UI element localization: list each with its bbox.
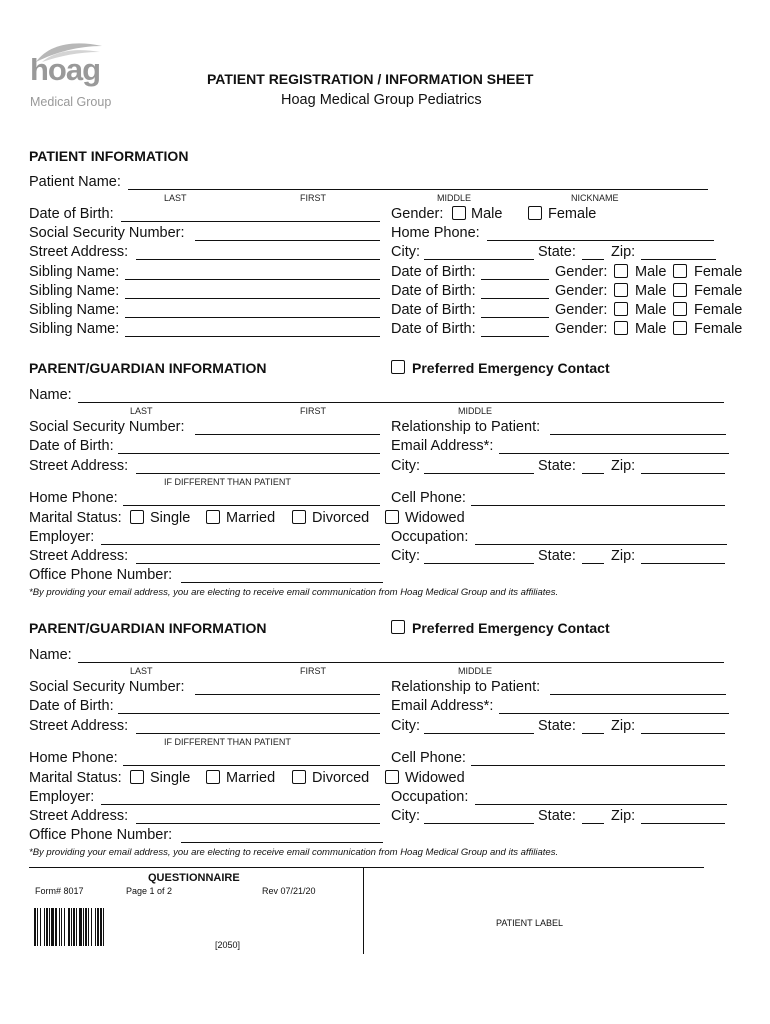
emergency-contact-label: Preferred Emergency Contact	[412, 360, 610, 376]
guardian-heading: PARENT/GUARDIAN INFORMATION	[29, 620, 267, 636]
sibling-dob-label: Date of Birth:	[391, 283, 476, 299]
guardian-street-label: Street Address:	[29, 458, 129, 474]
questionnaire-label: QUESTIONNAIRE	[148, 872, 240, 884]
emergency-contact-label: Preferred Emergency Contact	[412, 620, 610, 636]
employer-label: Employer:	[29, 529, 95, 545]
guardian-name-label: Name:	[29, 647, 72, 663]
gender-female-label: Female	[548, 206, 597, 222]
guardian-zip-field[interactable]	[641, 473, 725, 474]
office-phone-label: Office Phone Number:	[29, 827, 173, 843]
footer-divider	[29, 867, 704, 868]
if-different-note: IF DIFFERENT THAN PATIENT	[164, 477, 291, 487]
gender-male-label: Male	[471, 206, 503, 222]
sibling-gender-label: Gender:	[555, 264, 608, 280]
work-zip-field[interactable]	[641, 823, 725, 824]
marital-single-label: Single	[150, 510, 191, 526]
cell-phone-label: Cell Phone:	[391, 490, 466, 506]
page-subtitle: Hoag Medical Group Pediatrics	[281, 92, 482, 108]
marital-single-label: Single	[150, 770, 191, 786]
emergency-contact-checkbox[interactable]	[391, 360, 405, 374]
street-address-label: Street Address:	[29, 244, 129, 260]
marital-married-label: Married	[226, 770, 276, 786]
ssn-label: Social Security Number:	[29, 225, 185, 241]
work-city-field[interactable]	[424, 823, 534, 824]
home-phone-field[interactable]	[487, 240, 714, 241]
page-number: Page 1 of 2	[126, 886, 173, 896]
state-field[interactable]	[582, 259, 604, 260]
guardian-ssn-field[interactable]	[195, 694, 380, 695]
relationship-field[interactable]	[550, 434, 726, 435]
sibling-female-checkbox[interactable]	[673, 321, 687, 335]
sibling-gender-label: Gender:	[555, 302, 608, 318]
occupation-field[interactable]	[475, 544, 727, 545]
sibling-gender-label: Gender:	[555, 283, 608, 299]
ssn-field[interactable]	[195, 240, 380, 241]
guardian-home-phone-label: Home Phone:	[29, 490, 118, 506]
employer-field[interactable]	[101, 804, 380, 805]
sibling-male-checkbox[interactable]	[614, 264, 628, 278]
dob-field[interactable]	[121, 221, 380, 222]
work-city-field[interactable]	[424, 563, 534, 564]
home-phone-label: Home Phone:	[391, 225, 480, 241]
guardian-dob-label: Date of Birth:	[29, 438, 114, 454]
sibling-dob-field[interactable]	[481, 298, 549, 299]
guardian-city-field[interactable]	[424, 473, 534, 474]
work-state-field[interactable]	[582, 823, 604, 824]
relationship-label: Relationship to Patient:	[391, 419, 541, 435]
emergency-contact-checkbox[interactable]	[391, 620, 405, 634]
guardian-heading: PARENT/GUARDIAN INFORMATION	[29, 360, 267, 376]
employer-field[interactable]	[101, 544, 380, 545]
state-label: State:	[538, 244, 576, 260]
work-street-label: Street Address:	[29, 548, 129, 564]
guardian-home-phone-field[interactable]	[123, 505, 380, 506]
cell-phone-field[interactable]	[471, 505, 725, 506]
email-label: Email Address*:	[391, 698, 494, 714]
marital-divorced-label: Divorced	[312, 510, 370, 526]
sibling-male-label: Male	[635, 321, 667, 337]
form-number: Form# 8017	[35, 886, 84, 896]
sibling-male-checkbox[interactable]	[614, 302, 628, 316]
sibling-female-label: Female	[694, 283, 743, 299]
cell-phone-field[interactable]	[471, 765, 725, 766]
marital-divorced-label: Divorced	[312, 770, 370, 786]
patient-name-label: Patient Name:	[29, 174, 121, 190]
guardian-state-label: State:	[538, 718, 576, 734]
gender-male-checkbox[interactable]	[452, 206, 466, 220]
sub-label-last: LAST	[130, 406, 153, 416]
work-street-field[interactable]	[136, 823, 380, 824]
sub-label-first: FIRST	[300, 666, 326, 676]
sibling-dob-label: Date of Birth:	[391, 264, 476, 280]
sibling-male-checkbox[interactable]	[614, 283, 628, 297]
sibling-female-checkbox[interactable]	[673, 264, 687, 278]
revision-date: Rev 07/21/20	[262, 886, 316, 896]
marital-single-checkbox[interactable]	[130, 510, 144, 524]
sibling-female-checkbox[interactable]	[673, 283, 687, 297]
occupation-label: Occupation:	[391, 789, 469, 805]
sibling-dob-label: Date of Birth:	[391, 302, 476, 318]
sibling-dob-label: Date of Birth:	[391, 321, 476, 337]
guardian-home-phone-label: Home Phone:	[29, 750, 118, 766]
guardian-zip-field[interactable]	[641, 733, 725, 734]
office-phone-label: Office Phone Number:	[29, 567, 173, 583]
sibling-male-label: Male	[635, 302, 667, 318]
sibling-name-label: Sibling Name:	[29, 264, 120, 280]
marital-status-label: Marital Status:	[29, 510, 122, 526]
email-label: Email Address*:	[391, 438, 494, 454]
work-street-label: Street Address:	[29, 808, 129, 824]
sub-label-middle: MIDDLE	[458, 406, 493, 416]
sub-label-first: FIRST	[300, 193, 326, 203]
patient-name-field[interactable]	[128, 189, 708, 190]
sub-label-nickname: NICKNAME	[571, 193, 619, 203]
guardian-state-label: State:	[538, 458, 576, 474]
email-field[interactable]	[499, 713, 729, 714]
sibling-male-label: Male	[635, 283, 667, 299]
patient-label-area: PATIENT LABEL	[496, 918, 564, 928]
marital-widowed-label: Widowed	[405, 770, 465, 786]
sibling-male-checkbox[interactable]	[614, 321, 628, 335]
relationship-field[interactable]	[550, 694, 726, 695]
guardian-street-field[interactable]	[136, 733, 380, 734]
work-city-label: City:	[391, 808, 420, 824]
sibling-female-checkbox[interactable]	[673, 302, 687, 316]
sub-label-middle: MIDDLE	[458, 666, 493, 676]
guardian-name-label: Name:	[29, 387, 72, 403]
sibling-dob-field[interactable]	[481, 279, 549, 280]
dob-label: Date of Birth:	[29, 206, 114, 222]
guardian-city-label: City:	[391, 718, 420, 734]
marital-widowed-label: Widowed	[405, 510, 465, 526]
sibling-name-field[interactable]	[125, 298, 380, 299]
guardian-ssn-label: Social Security Number:	[29, 419, 185, 435]
guardian-home-phone-field[interactable]	[123, 765, 380, 766]
work-state-label: State:	[538, 548, 576, 564]
work-zip-label: Zip:	[611, 808, 636, 824]
office-phone-field[interactable]	[181, 582, 383, 583]
guardian-city-field[interactable]	[424, 733, 534, 734]
marital-single-checkbox[interactable]	[130, 770, 144, 784]
sibling-name-label: Sibling Name:	[29, 321, 120, 337]
work-state-field[interactable]	[582, 563, 604, 564]
marital-married-label: Married	[226, 510, 276, 526]
guardian-street-label: Street Address:	[29, 718, 129, 734]
relationship-label: Relationship to Patient:	[391, 679, 541, 695]
sibling-male-label: Male	[635, 264, 667, 280]
email-disclaimer: *By providing your email address, you are electing to receive email communication from Hoag Medical Group and its affiliates.	[29, 847, 559, 858]
sub-label-last: LAST	[164, 193, 187, 203]
patient-section-heading: PATIENT INFORMATION	[29, 148, 189, 164]
marital-divorced-checkbox[interactable]	[292, 510, 306, 524]
work-state-label: State:	[538, 808, 576, 824]
sibling-female-label: Female	[694, 321, 743, 337]
sub-label-first: FIRST	[300, 406, 326, 416]
email-disclaimer: *By providing your email address, you are electing to receive email communication from Hoag Medical Group and its affiliates.	[29, 587, 559, 598]
sibling-dob-field[interactable]	[481, 336, 549, 337]
sibling-name-field[interactable]	[125, 279, 380, 280]
city-label: City:	[391, 244, 420, 260]
marital-widowed-checkbox[interactable]	[385, 510, 399, 524]
guardian-zip-label: Zip:	[611, 718, 636, 734]
marital-status-label: Marital Status:	[29, 770, 122, 786]
marital-married-checkbox[interactable]	[206, 510, 220, 524]
guardian-state-field[interactable]	[582, 473, 604, 474]
street-address-field[interactable]	[136, 259, 380, 260]
email-field[interactable]	[499, 453, 729, 454]
guardian-city-label: City:	[391, 458, 420, 474]
marital-married-checkbox[interactable]	[206, 770, 220, 784]
guardian-zip-label: Zip:	[611, 458, 636, 474]
if-different-note: IF DIFFERENT THAN PATIENT	[164, 737, 291, 747]
office-phone-field[interactable]	[181, 842, 383, 843]
sub-label-middle: MIDDLE	[437, 193, 472, 203]
logo-subtitle: Medical Group	[30, 95, 112, 109]
sibling-dob-field[interactable]	[481, 317, 549, 318]
cell-phone-label: Cell Phone:	[391, 750, 466, 766]
guardian-street-field[interactable]	[136, 473, 380, 474]
guardian-ssn-label: Social Security Number:	[29, 679, 185, 695]
city-field[interactable]	[424, 259, 534, 260]
zip-field[interactable]	[641, 259, 716, 260]
sibling-name-field[interactable]	[125, 336, 380, 337]
zip-label: Zip:	[611, 244, 636, 260]
guardian-name-field[interactable]	[78, 662, 724, 663]
sibling-name-field[interactable]	[125, 317, 380, 318]
guardian-dob-field[interactable]	[118, 453, 380, 454]
sibling-name-label: Sibling Name:	[29, 302, 120, 318]
guardian-name-field[interactable]	[78, 402, 724, 403]
guardian-dob-label: Date of Birth:	[29, 698, 114, 714]
gender-female-checkbox[interactable]	[528, 206, 542, 220]
employer-label: Employer:	[29, 789, 95, 805]
guardian-ssn-field[interactable]	[195, 434, 380, 435]
form-code: [2050]	[215, 940, 241, 950]
sub-label-last: LAST	[130, 666, 153, 676]
sibling-female-label: Female	[694, 302, 743, 318]
sibling-name-label: Sibling Name:	[29, 283, 120, 299]
work-zip-label: Zip:	[611, 548, 636, 564]
marital-widowed-checkbox[interactable]	[385, 770, 399, 784]
work-zip-field[interactable]	[641, 563, 725, 564]
barcode-icon	[34, 908, 134, 946]
work-street-field[interactable]	[136, 563, 380, 564]
occupation-field[interactable]	[475, 804, 727, 805]
sibling-female-label: Female	[694, 264, 743, 280]
marital-divorced-checkbox[interactable]	[292, 770, 306, 784]
guardian-dob-field[interactable]	[118, 713, 380, 714]
footer-vertical-divider	[363, 868, 364, 954]
sibling-gender-label: Gender:	[555, 321, 608, 337]
work-city-label: City:	[391, 548, 420, 564]
page-title: PATIENT REGISTRATION / INFORMATION SHEET	[207, 71, 534, 87]
occupation-label: Occupation:	[391, 529, 469, 545]
gender-label: Gender:	[391, 206, 444, 222]
guardian-state-field[interactable]	[582, 733, 604, 734]
logo-brand: hoag	[30, 52, 101, 87]
